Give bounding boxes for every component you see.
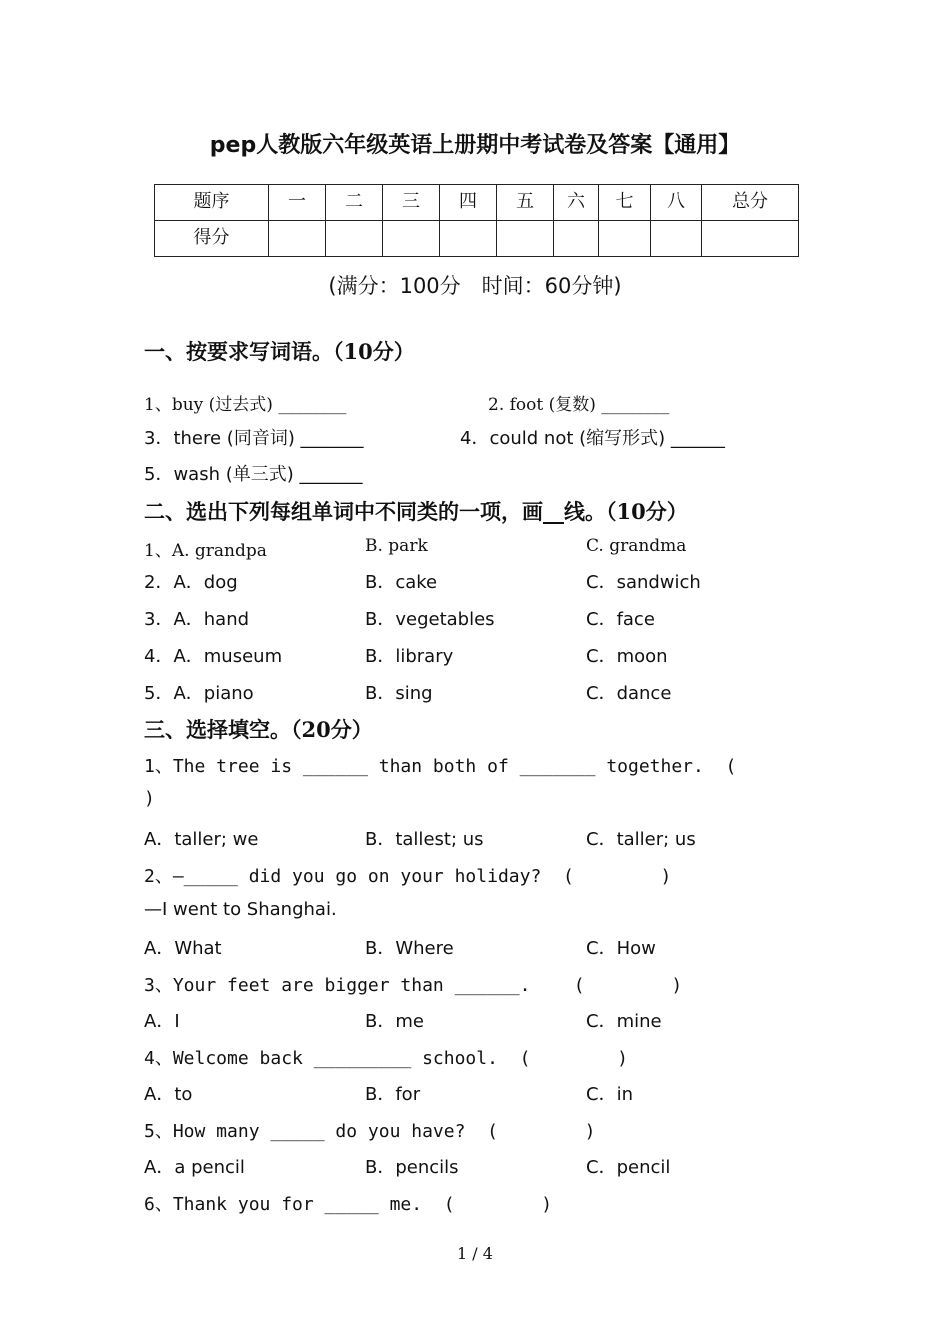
- table-cell: 二: [326, 185, 383, 221]
- page-number: 1 / 4: [457, 1244, 493, 1263]
- option-text: A．taller; we: [144, 829, 259, 850]
- score-input-cell[interactable]: [554, 221, 599, 257]
- question-text: 3、Your feet are bigger than ______. ( ): [144, 975, 683, 996]
- score-input-cell[interactable]: [326, 221, 383, 257]
- table-cell: 八: [651, 185, 702, 221]
- option-text: 5．A．piano: [144, 683, 254, 704]
- option-text: B．vegetables: [365, 609, 495, 630]
- score-table: [154, 184, 799, 257]
- option-text: C．moon: [586, 646, 668, 667]
- option-text: C．taller; us: [586, 829, 696, 850]
- question-text: 2. foot (复数) ________: [488, 395, 670, 415]
- score-table-header-row: [155, 185, 799, 221]
- option-text: A．to: [144, 1084, 193, 1105]
- option-text: 2．A．dog: [144, 572, 238, 593]
- option-text: C．in: [586, 1084, 633, 1105]
- option-text: B. park: [365, 536, 428, 556]
- option-text: A．What: [144, 938, 222, 959]
- question-text: 5、How many _____ do you have? ( ): [144, 1121, 596, 1142]
- option-text: C．dance: [586, 683, 672, 704]
- section-heading: 一、按要求写词语。（10分）: [144, 339, 415, 364]
- question-text: 1、buy (过去式) ________: [144, 395, 347, 415]
- table-cell: 七: [599, 185, 651, 221]
- option-text: B．me: [365, 1011, 424, 1032]
- score-input-cell[interactable]: [651, 221, 702, 257]
- question-text: 3．there (同音词) _______: [144, 428, 364, 449]
- option-text: B．sing: [365, 683, 433, 704]
- score-table-score-row: [155, 221, 799, 257]
- option-text: B．cake: [365, 572, 438, 593]
- question-text: ): [144, 788, 155, 809]
- option-text: 3．A．hand: [144, 609, 250, 630]
- table-cell: 得分: [155, 221, 269, 257]
- table-cell: 总分: [702, 185, 799, 221]
- score-input-cell[interactable]: [599, 221, 651, 257]
- question-text: 2、—_____ did you go on your holiday? ( ): [144, 866, 672, 887]
- full-mark-time: (满分：100分 时间：60分钟): [328, 274, 622, 298]
- option-text: C. grandma: [586, 536, 687, 556]
- table-cell: 六: [554, 185, 599, 221]
- page-title: pep人教版六年级英语上册期中考试卷及答案【通用】: [209, 133, 741, 158]
- table-cell: 五: [497, 185, 554, 221]
- option-text: B．Where: [365, 938, 454, 959]
- option-text: C．face: [586, 609, 655, 630]
- table-cell: 四: [440, 185, 497, 221]
- question-text: 4、Welcome back _________ school. ( ): [144, 1048, 628, 1069]
- option-text: B．tallest; us: [365, 829, 484, 850]
- question-text: —I went to Shanghai.: [144, 899, 337, 920]
- question-text: 5．wash (单三式) _______: [144, 464, 363, 485]
- option-text: 1、A. grandpa: [144, 541, 267, 561]
- score-input-cell[interactable]: [269, 221, 326, 257]
- question-text: 4．could not (缩写形式) ______: [460, 428, 725, 449]
- option-text: C．sandwich: [586, 572, 701, 593]
- option-text: B．library: [365, 646, 454, 667]
- score-input-cell[interactable]: [702, 221, 799, 257]
- table-cell: 题序: [155, 185, 269, 221]
- question-text: 6、Thank you for _____ me. ( ): [144, 1194, 553, 1215]
- option-text: C．pencil: [586, 1157, 671, 1178]
- option-text: 4．A．museum: [144, 646, 283, 667]
- option-text: C．How: [586, 938, 656, 959]
- question-text: 1、The tree is ______ than both of _______ together. (: [144, 756, 737, 777]
- option-text: B．for: [365, 1084, 421, 1105]
- option-text: C．mine: [586, 1011, 662, 1032]
- option-text: A．I: [144, 1011, 180, 1032]
- table-cell: 一: [269, 185, 326, 221]
- section-heading: 二、选出下列每组单词中不同类的一项，画__线。（10分）: [144, 499, 688, 524]
- score-input-cell[interactable]: [497, 221, 554, 257]
- section-heading: 三、选择填空。（20分）: [144, 717, 373, 742]
- score-input-cell[interactable]: [383, 221, 440, 257]
- score-input-cell[interactable]: [440, 221, 497, 257]
- option-text: A．a pencil: [144, 1157, 245, 1178]
- option-text: B．pencils: [365, 1157, 459, 1178]
- table-cell: 三: [383, 185, 440, 221]
